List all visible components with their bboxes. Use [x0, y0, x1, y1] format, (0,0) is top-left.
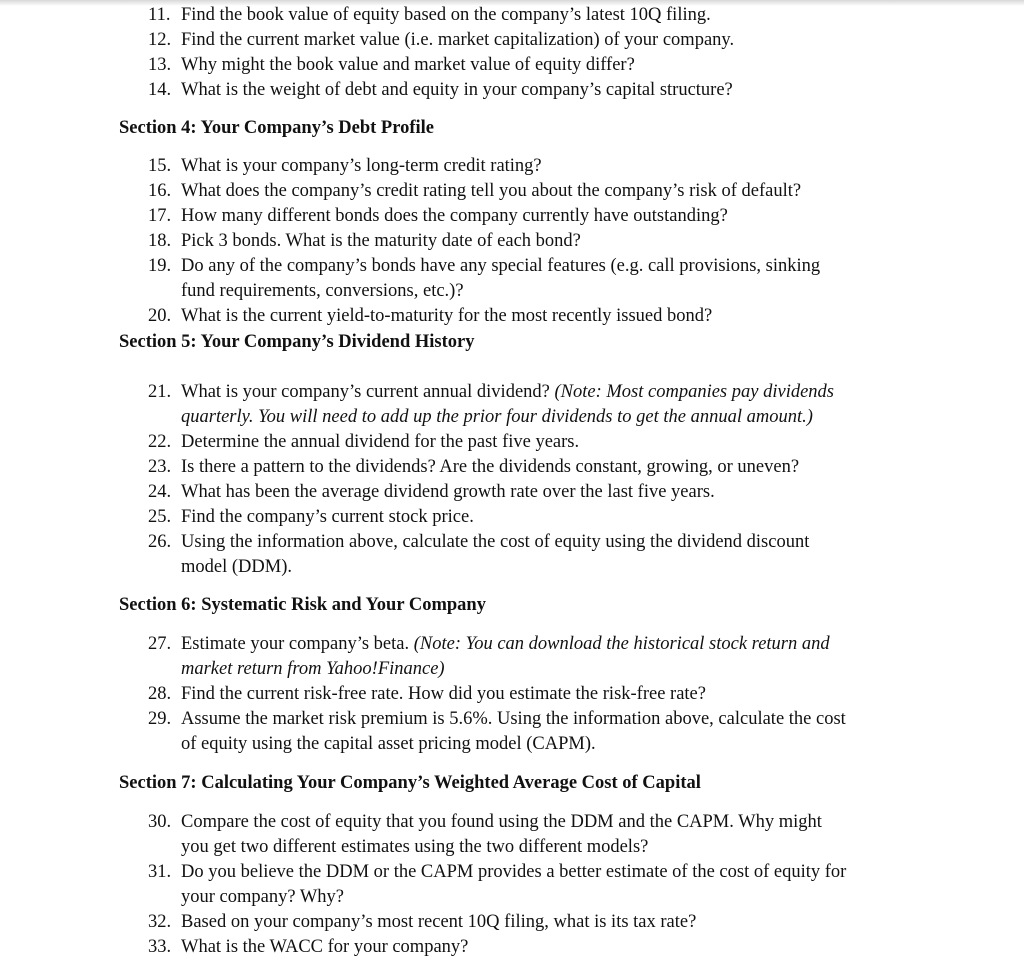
- italic-note: (Note: You can download the historical stock return and: [413, 634, 830, 654]
- section-heading: [0, 771, 1024, 796]
- question-line: [0, 555, 1024, 580]
- text-segment: Why might the book value and market value of equity differ?: [181, 55, 635, 75]
- question-text: [181, 480, 715, 505]
- question-text: [181, 707, 846, 732]
- question-text: [181, 3, 711, 28]
- question-number: 17.: [148, 206, 172, 226]
- text-segment: Based on your company’s most recent 10Q filing, what is its tax rate?: [181, 912, 697, 932]
- question-text: [181, 530, 809, 555]
- question-item: [0, 154, 1024, 179]
- question-line: [0, 254, 1024, 279]
- question-number: 22.: [148, 432, 172, 452]
- document-page: [0, 3, 1024, 960]
- question-item: [0, 430, 1024, 455]
- question-number: 13.: [148, 55, 172, 75]
- question-number: 32.: [148, 912, 172, 932]
- text-segment: What is your company’s current annual dividend?: [181, 382, 555, 402]
- question-line: [0, 78, 1024, 103]
- question-text: [181, 885, 344, 910]
- question-text: [181, 910, 696, 935]
- question-text: [181, 835, 648, 860]
- question-item: [0, 304, 1024, 329]
- question-text: [181, 229, 581, 254]
- question-text: [181, 380, 834, 405]
- question-number: 30.: [148, 812, 172, 832]
- text-segment: Assume the market risk premium is 5.6%. Using the information above, calculate the cost: [181, 709, 846, 729]
- question-text: [181, 860, 846, 885]
- question-item: [0, 254, 1024, 304]
- question-list: [0, 810, 1024, 960]
- question-item: [0, 455, 1024, 480]
- question-text: [181, 430, 579, 455]
- text-segment: Find the current market value (i.e. market capitalization) of your company.: [181, 30, 735, 50]
- question-line: [0, 405, 1024, 430]
- question-text: [181, 682, 706, 707]
- question-line: [0, 430, 1024, 455]
- question-number: 29.: [148, 709, 172, 729]
- question-line: [0, 3, 1024, 28]
- question-item: [0, 204, 1024, 229]
- question-text: [181, 657, 445, 682]
- question-line: [0, 480, 1024, 505]
- question-item: [0, 505, 1024, 530]
- text-segment: Find the company’s current stock price.: [181, 507, 474, 527]
- question-line: [0, 505, 1024, 530]
- question-item: [0, 179, 1024, 204]
- question-list: [0, 3, 1024, 103]
- question-number: 21.: [148, 382, 172, 402]
- text-segment: of equity using the capital asset pricing model (CAPM).: [181, 734, 596, 754]
- question-line: [0, 279, 1024, 304]
- question-text: [181, 810, 822, 835]
- section-title: Section 6: Systematic Risk and Your Company: [119, 595, 486, 615]
- question-item: [0, 28, 1024, 53]
- text-segment: What is the current yield-to-maturity for the most recently issued bond?: [181, 306, 713, 326]
- question-text: [181, 555, 292, 580]
- question-number: 11.: [148, 5, 171, 25]
- question-number: 25.: [148, 507, 172, 527]
- text-segment: What does the company’s credit rating tell you about the company’s risk of default?: [181, 181, 802, 201]
- question-line: [0, 707, 1024, 732]
- question-text: [181, 505, 474, 530]
- italic-note: market return from Yahoo!Finance): [181, 659, 445, 679]
- question-line: [0, 28, 1024, 53]
- question-item: [0, 229, 1024, 254]
- question-text: [181, 279, 464, 304]
- question-number: 15.: [148, 156, 172, 176]
- question-number: 18.: [148, 231, 172, 251]
- question-item: [0, 707, 1024, 757]
- text-segment: Estimate your company’s beta.: [181, 634, 414, 654]
- question-text: [181, 53, 635, 78]
- question-item: [0, 53, 1024, 78]
- text-segment: What is the weight of debt and equity in your company’s capital structure?: [181, 80, 733, 100]
- question-item: [0, 810, 1024, 860]
- section-heading: [0, 593, 1024, 618]
- question-item: [0, 3, 1024, 28]
- italic-note: (Note: Most companies pay dividends: [554, 382, 834, 402]
- question-item: [0, 530, 1024, 580]
- question-text: [181, 632, 830, 657]
- question-line: [0, 885, 1024, 910]
- question-line: [0, 204, 1024, 229]
- text-segment: Find the book value of equity based on the company’s latest 10Q filing.: [181, 5, 711, 25]
- text-segment: Using the information above, calculate the cost of equity using the dividend discount: [181, 532, 810, 552]
- text-segment: Pick 3 bonds. What is the maturity date of each bond?: [181, 231, 581, 251]
- text-segment: Do you believe the DDM or the CAPM provides a better estimate of the cost of equity for: [181, 862, 847, 882]
- question-text: [181, 78, 733, 103]
- question-line: [0, 154, 1024, 179]
- question-item: [0, 935, 1024, 960]
- question-item: [0, 78, 1024, 103]
- question-number: 24.: [148, 482, 172, 502]
- question-line: [0, 732, 1024, 757]
- question-line: [0, 179, 1024, 204]
- question-text: [181, 732, 596, 757]
- text-segment: What is your company’s long-term credit rating?: [181, 156, 542, 176]
- text-segment: model (DDM).: [181, 557, 292, 577]
- question-item: [0, 910, 1024, 935]
- question-number: 19.: [148, 256, 172, 276]
- question-line: [0, 304, 1024, 329]
- question-item: [0, 480, 1024, 505]
- question-number: 28.: [148, 684, 172, 704]
- question-line: [0, 229, 1024, 254]
- question-number: 16.: [148, 181, 172, 201]
- text-segment: What has been the average dividend growth rate over the last five years.: [181, 482, 715, 502]
- question-list: [0, 154, 1024, 329]
- text-segment: Compare the cost of equity that you found using the DDM and the CAPM. Why might: [181, 812, 822, 832]
- section-heading: [0, 116, 1024, 141]
- question-line: [0, 935, 1024, 960]
- question-line: [0, 682, 1024, 707]
- section-heading: [0, 330, 1024, 355]
- question-text: [181, 455, 799, 480]
- question-item: [0, 682, 1024, 707]
- question-text: [181, 154, 542, 179]
- text-segment: your company? Why?: [181, 887, 345, 907]
- question-number: 33.: [148, 937, 172, 957]
- text-segment: you get two different estimates using the two different models?: [181, 837, 649, 857]
- question-number: 26.: [148, 532, 172, 552]
- question-number: 23.: [148, 457, 172, 477]
- text-segment: fund requirements, conversions, etc.)?: [181, 281, 464, 301]
- question-number: 14.: [148, 80, 172, 100]
- question-line: [0, 910, 1024, 935]
- text-segment: Do any of the company’s bonds have any special features (e.g. call provisions, sinking: [181, 256, 821, 276]
- question-text: [181, 179, 801, 204]
- text-segment: What is the WACC for your company?: [181, 937, 469, 957]
- section-title: Section 5: Your Company’s Dividend History: [119, 332, 475, 352]
- question-line: [0, 530, 1024, 555]
- question-number: 27.: [148, 634, 172, 654]
- question-number: 31.: [148, 862, 172, 882]
- text-segment: How many different bonds does the company currently have outstanding?: [181, 206, 728, 226]
- question-line: [0, 657, 1024, 682]
- question-line: [0, 810, 1024, 835]
- text-segment: Find the current risk-free rate. How did you estimate the risk-free rate?: [181, 684, 706, 704]
- question-number: 12.: [148, 30, 172, 50]
- section-title: Section 4: Your Company’s Debt Profile: [119, 118, 434, 138]
- text-segment: Determine the annual dividend for the past five years.: [181, 432, 580, 452]
- question-list: [0, 380, 1024, 580]
- question-text: [181, 935, 468, 960]
- italic-note: quarterly. You will need to add up the prior four dividends to get the annual amount.): [181, 407, 813, 427]
- question-line: [0, 835, 1024, 860]
- question-item: [0, 632, 1024, 682]
- text-segment: Is there a pattern to the dividends? Are the dividends constant, growing, or uneven?: [181, 457, 800, 477]
- section-title: Section 7: Calculating Your Company’s Weighted Average Cost of Capital: [119, 773, 701, 793]
- question-item: [0, 380, 1024, 430]
- question-number: 20.: [148, 306, 172, 326]
- question-list: [0, 632, 1024, 757]
- question-text: [181, 254, 820, 279]
- question-item: [0, 860, 1024, 910]
- question-text: [181, 405, 813, 430]
- question-line: [0, 632, 1024, 657]
- question-line: [0, 380, 1024, 405]
- question-line: [0, 455, 1024, 480]
- question-text: [181, 28, 734, 53]
- question-text: [181, 204, 728, 229]
- question-line: [0, 860, 1024, 885]
- question-text: [181, 304, 712, 329]
- question-line: [0, 53, 1024, 78]
